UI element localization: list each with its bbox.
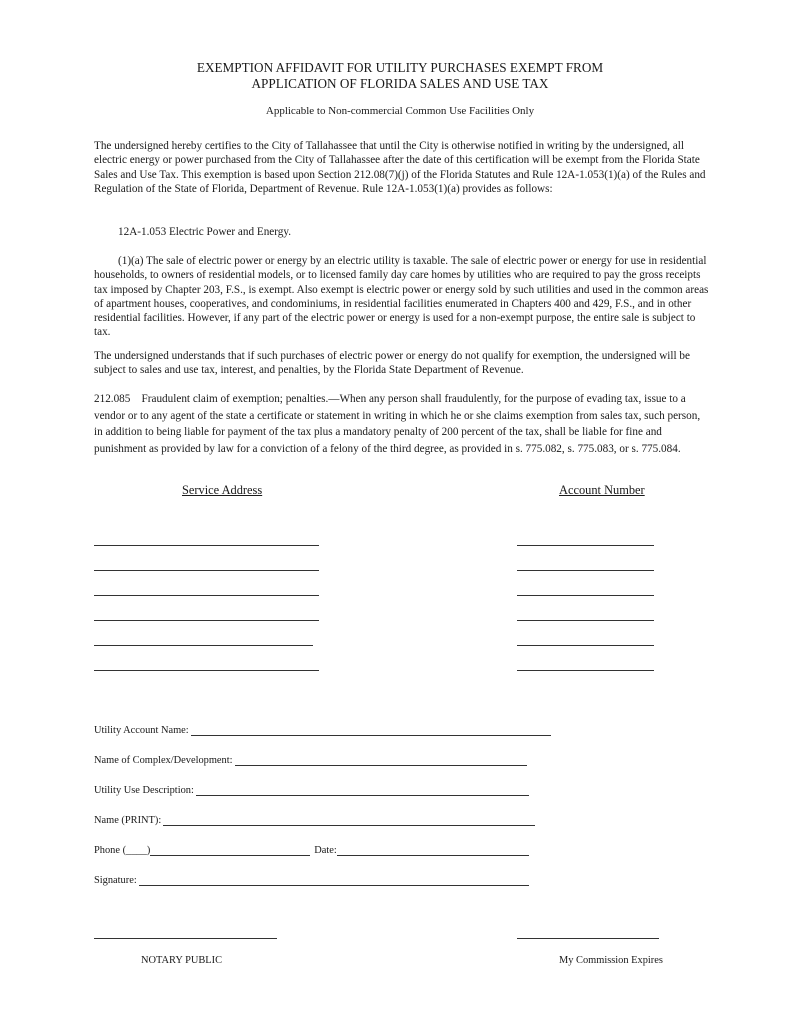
subtitle: Applicable to Non-commercial Common Use Facilities Only: [265, 105, 535, 117]
use-description-input[interactable]: [196, 785, 529, 796]
utility-account-name-label: Utility Account Name:: [94, 725, 189, 736]
phone-date-field: [94, 845, 529, 856]
date-input[interactable]: [337, 845, 529, 856]
account-number-line[interactable]: [517, 620, 654, 621]
title-line-2: APPLICATION OF FLORIDA SALES AND USE TAX: [251, 76, 549, 91]
service-address-line[interactable]: [94, 570, 319, 571]
account-number-line[interactable]: [517, 570, 654, 571]
rule-heading: 12A-1.053 Electric Power and Energy.: [118, 226, 292, 238]
certification-paragraph: The undersigned hereby certifies to the City of Tallahassee that until the City is otherwise notified in writing by the undersigned, all electric energy or power purchased from the City of Tallahassee after the date of this certification will be exempt from the Florida State Sales and Use Tax. This exemption is based upon Section 212.08(7)(j) of the Florida Statutes and Rule 12A-1.053(1)(a) of the Rules and Regulation of the State of Florida, Department of Revenue. Rule 12A-1.053(1)(a) provides as follows:: [94, 140, 706, 195]
service-address-line[interactable]: [94, 645, 313, 646]
notary-signature-line[interactable]: [94, 938, 277, 939]
account-number-header: Account Number: [559, 483, 645, 497]
phone-label: Phone (____): [94, 845, 151, 856]
rule-text-paragraph: (1)(a) The sale of electric power or energy by an electric utility is taxable. The sale of electric power or energy for use in residential households, to owners of residential models, or to licensed family day care homes by utilities who are required to pay the gross receipts tax imposed by Chapter 203, F.S., is exempt. Also exempt is electric power or energy sold by such utilities and used in the common areas of apartment houses, cooperatives, and condominiums, in residential facilities enumerated in Chapters 400 and 429, F.S., and in other residential facilities. However, if any part of the electric power or energy is used for a non-exempt purpose, the entire sale is subject to tax.: [94, 255, 709, 339]
title-line-1: EXEMPTION AFFIDAVIT FOR UTILITY PURCHASES EXEMPT FROM: [196, 60, 604, 75]
name-print-input[interactable]: [163, 815, 535, 826]
complex-name-field: [94, 755, 527, 766]
service-address-header: Service Address: [182, 483, 263, 497]
service-address-line[interactable]: [94, 620, 319, 621]
use-description-label: Utility Use Description:: [94, 785, 194, 796]
service-address-line[interactable]: [94, 545, 319, 546]
name-print-field: [94, 815, 535, 826]
utility-account-name-input[interactable]: [191, 725, 551, 736]
signature-label: Signature:: [94, 875, 137, 886]
complex-name-input[interactable]: [235, 755, 527, 766]
signature-input[interactable]: [139, 875, 529, 886]
utility-account-name-field: [94, 725, 551, 736]
fraud-penalty-paragraph: 212.085 Fraudulent claim of exemption; penalties.—When any person shall fraudulently, for the purpose of evading tax, issue to a vendor or to any agent of the state a certificate or statement in writing in which he or she claims exemption from sales tax, such person, in addition to being liable for payment of the tax plus a mandatory penalty of 200 percent of the tax, shall be liable for fine and punishment as provided by law for a conviction of a felony of the third degree, as provided in s. 775.082, s. 775.083, or s. 775.084.: [94, 393, 703, 455]
service-address-line[interactable]: [94, 595, 319, 596]
commission-expires-label: My Commission Expires: [559, 955, 663, 966]
understanding-paragraph: The undersigned understands that if such purchases of electric power or energy do not qualify for exemption, the undersigned will be subject to sales and use tax, interest, and penalties, by the Florida State Department of Revenue.: [94, 350, 690, 377]
account-number-line[interactable]: [517, 670, 654, 671]
signature-field: [94, 875, 529, 886]
notary-public-label: NOTARY PUBLIC: [141, 955, 223, 966]
account-number-line[interactable]: [517, 595, 654, 596]
complex-name-label: Name of Complex/Development:: [94, 755, 233, 766]
service-address-line[interactable]: [94, 670, 319, 671]
account-number-line[interactable]: [517, 545, 654, 546]
commission-expires-line[interactable]: [517, 938, 659, 939]
account-number-line[interactable]: [517, 645, 654, 646]
phone-input[interactable]: [150, 845, 310, 856]
name-print-label: Name (PRINT):: [94, 815, 162, 826]
date-label: Date:: [314, 845, 337, 856]
use-description-field: [94, 785, 529, 796]
